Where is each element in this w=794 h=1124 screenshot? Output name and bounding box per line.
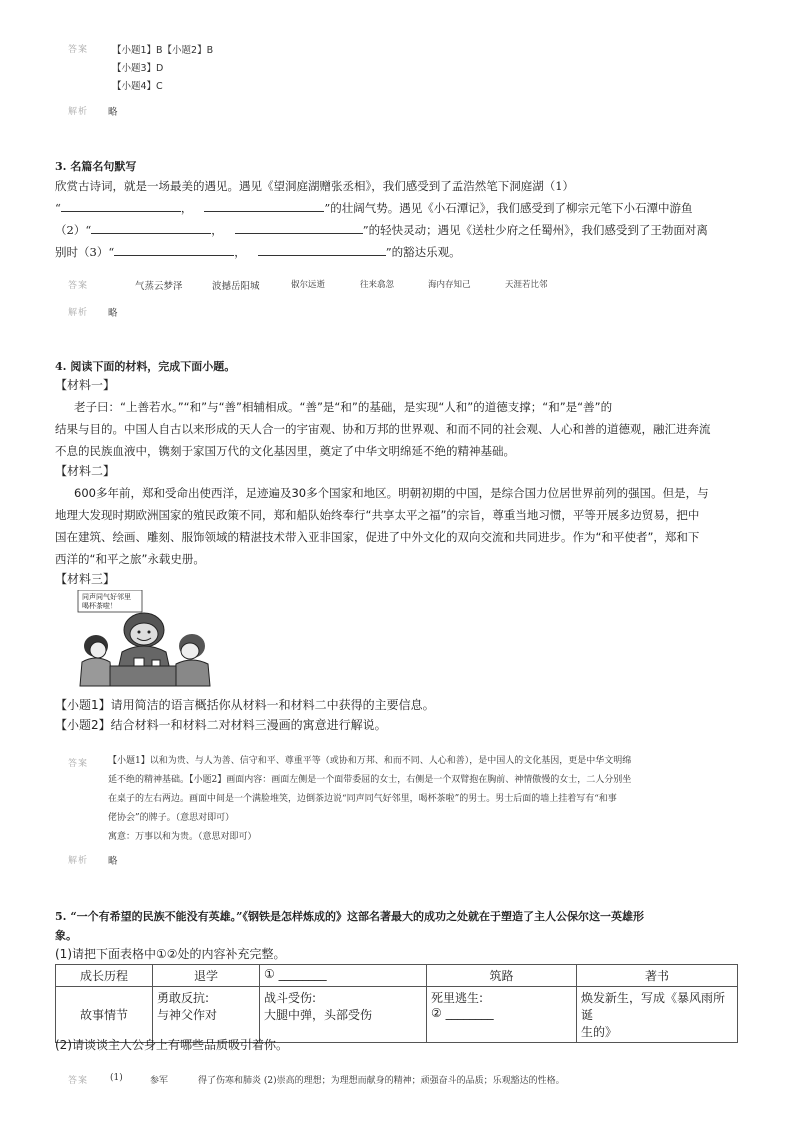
fill-blank[interactable]	[204, 199, 324, 212]
analysis-text: 略	[108, 856, 118, 867]
material-text: 老子曰：“上善若水。”“和”与“善”相辅相成。“善”是“和”的基础，是实现“人和”的道德支撑；“和”是“善”的	[74, 400, 613, 414]
material-label: 【材料二】	[55, 464, 116, 478]
answer-item: 波撼岳阳城	[212, 281, 260, 292]
cell-line: 生的》	[581, 1025, 618, 1039]
text-fragment: （2）“	[55, 223, 92, 237]
answer-item: 得了伤寒和肺炎 (2)崇高的理想；为理想而献身的精神；顽强奋斗的品质；乐观豁达的性格。	[198, 1076, 565, 1086]
question-text: 欣赏古诗词，就是一场最美的遇见。遇见《望洞庭湖赠张丞相》，我们感受到了孟浩然笔下洞庭湖（1）	[55, 179, 575, 193]
sub-question: 【小题1】请用简洁的语言概括你从材料一和材料二中获得的主要信息。	[55, 698, 435, 712]
analysis-tag: 解析	[68, 308, 89, 318]
fill-blank[interactable]	[258, 243, 386, 256]
answer-block	[108, 752, 631, 847]
answer-item: 参军	[150, 1076, 169, 1086]
answer-item: 气蒸云梦泽	[135, 281, 183, 292]
analysis-tag: 解析	[68, 856, 89, 866]
cell-line: 勇敢反抗:	[157, 991, 210, 1005]
answer-tag: 答案	[68, 1076, 89, 1086]
text-fragment: “	[55, 201, 61, 215]
cell-line: 与神父作对	[157, 1008, 218, 1022]
material-text: 结果与目的。中国人自古以来形成的天人合一的宇宙观、协和万邦的世界观、和而不同的社会观、人心和善的道德观，融汇进奔流	[55, 422, 711, 436]
text-fragment: ”的壮阔气势。遇见《小石潭记》，我们感受到了柳宗元笔下小石潭中游鱼	[324, 201, 693, 215]
answer-tag: 答案	[68, 281, 89, 291]
fill-blank[interactable]	[61, 199, 181, 212]
answer-item: 往来翕忽	[360, 280, 395, 290]
answer-item: 俶尔远逝	[291, 280, 326, 290]
question-title: 4. 阅读下面的材料，完成下面小题。	[55, 360, 236, 373]
answer-line: 【小题1】以和为贵、与人为善、信守和平、尊重平等（或协和万邦、和而不同、人心和善），是中国人的文化基因，更是中华文明绵	[108, 756, 632, 766]
analysis-tag: 解析	[68, 107, 89, 117]
text-fragment: 别时（3）“	[55, 245, 115, 259]
cartoon-caption: 喝杯茶啦！	[82, 602, 117, 610]
question-text	[55, 219, 708, 241]
material-label: 【材料三】	[55, 572, 116, 586]
text-fragment: ，	[234, 245, 246, 259]
fill-blank[interactable]	[114, 243, 234, 256]
analysis-text: 略	[108, 107, 118, 118]
table-header-blank[interactable]: ① ________	[260, 965, 427, 987]
fill-blank[interactable]	[91, 221, 211, 234]
question-title: 象。	[55, 929, 77, 942]
question-text	[55, 241, 461, 263]
cell-line: 焕发新生，写成《暴风雨所诞	[581, 991, 726, 1022]
fill-blank[interactable]	[235, 221, 363, 234]
answer-line: 【小题4】C	[112, 81, 163, 92]
question-title: 3. 名篇名句默写	[55, 160, 137, 173]
answer-tag: 答案	[68, 759, 89, 769]
sub-question: (1)请把下面表格中①②处的内容补充完整。	[55, 947, 286, 961]
answer-item: (1)	[110, 1073, 123, 1083]
sub-question: (2)请谈谈主人公身上有哪些品质吸引着你。	[55, 1038, 288, 1052]
table-header: 筑路	[427, 965, 577, 987]
text-fragment: ”的豁达乐观。	[385, 245, 461, 259]
answer-line: 延不绝的精神基础。【小题2】画面内容：画面左侧是一个面带委屈的女士，右侧是一个双臂抱在胸前、神情傲慢的女士，二人分别坐	[108, 775, 632, 785]
table-cell	[577, 987, 738, 1043]
table-header: 著书	[577, 965, 738, 987]
answer-line: 【小题1】B【小题2】B	[112, 45, 214, 56]
analysis-text: 略	[108, 308, 118, 319]
answer-item: 海内存知己	[428, 280, 471, 290]
material-text: 西洋的“和平之旅”永载史册。	[55, 552, 205, 566]
material-label: 【材料一】	[55, 378, 116, 392]
cell-line: 大腿中弹，头部受伤	[264, 1008, 373, 1022]
material-text: 不息的民族血液中，镌刻于家国万代的文化基因里，奠定了中华文明绵延不绝的精神基础。	[55, 444, 515, 458]
question-text	[55, 197, 693, 219]
answer-item: 天涯若比邻	[505, 280, 548, 290]
answer-tag: 答案	[68, 45, 89, 55]
question-title: 5. “一个有希望的民族不能没有英雄。”《钢铁是怎样炼成的》这部名著最大的成功之处就在于塑造了主人公保尔这一英雄形	[55, 910, 644, 923]
material-text: 地理大发现时期欧洲国家的殖民政策不同，郑和船队始终奉行“共享太平之福”的宗旨，尊重当地习惯，平等开展多边贸易，把中	[55, 508, 700, 522]
cartoon-image	[74, 590, 216, 690]
answer-line: 在桌子的左右两边。画面中间是一个满脸堆笑，边倒茶边说“同声同气好邻里，喝杯茶啦”的男士。男士后面的墙上挂着写有“和事	[108, 794, 617, 804]
material-text: 国在建筑、绘画、雕刻、服饰领域的精湛技术带入亚非国家，促进了中外文化的双向交流和共同进步。作为“和平使者”，郑和下	[55, 530, 700, 544]
table-row-header: 故事情节	[56, 987, 153, 1043]
cell-line: 死里逃生:	[431, 991, 484, 1005]
text-fragment: ”的轻快灵动；遇见《送杜少府之任蜀州》，我们感受到了王勃面对离	[362, 223, 708, 237]
sub-question: 【小题2】结合材料一和材料二对材料三漫画的寓意进行解说。	[55, 718, 387, 732]
answer-line: 【小题3】D	[112, 63, 164, 74]
answer-line: 佬协会”的牌子。（意思对即可）	[108, 813, 235, 823]
cartoon-caption: 同声同气好邻里	[82, 593, 131, 601]
answer-line: 寓意：万事以和为贵。（意思对即可）	[108, 832, 257, 842]
table-cell	[427, 987, 577, 1043]
table-header: 成长历程	[56, 965, 153, 987]
text-fragment: ，	[180, 201, 193, 215]
cell-line: 战斗受伤:	[264, 991, 317, 1005]
text-fragment: ，	[211, 223, 223, 237]
table-header: 退学	[153, 965, 260, 987]
cell-blank[interactable]: ② ________	[431, 1006, 494, 1020]
material-text: 600多年前，郑和受命出使西洋，足迹遍及30多个国家和地区。明朝初期的中国，是综合国力位居世界前列的强国。但是，与	[74, 486, 709, 500]
story-table	[55, 964, 738, 1043]
